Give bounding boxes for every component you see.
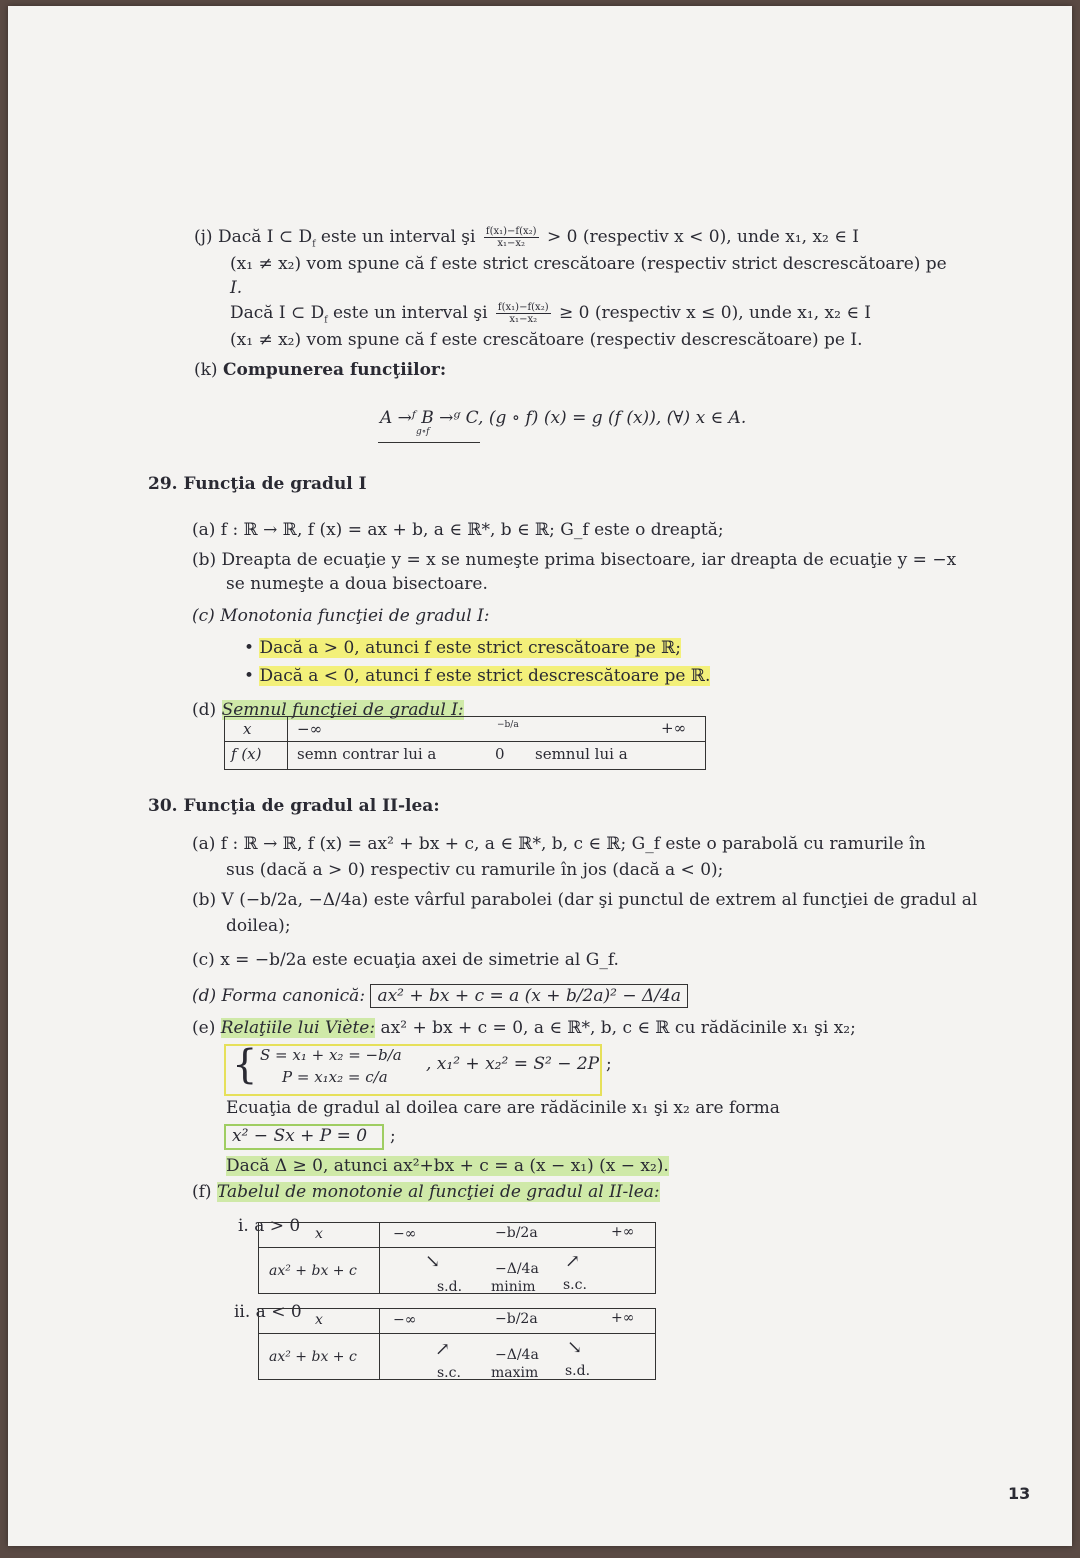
- k-formula: A →ᶠ B →ᵍ C, (g ∘ f) (x) = g (f (x)), (∀) x ∈ A.: [380, 408, 747, 428]
- j-line-2: (x₁ ≠ x₂) vom spune că f este strict crescătoare (respectiv strict descrescătoare) pe: [230, 254, 947, 274]
- case-a-negative: ii. a < 0: [234, 1302, 302, 1322]
- s30-d: (d) Forma canonică: ax² + bx + c = a (x + b/2a)² − Δ/4a: [192, 986, 688, 1006]
- s29-c: (c) Monotonia funcţiei de gradul I:: [192, 606, 490, 626]
- s29-b-line2: se numeşte a doua bisectoare.: [226, 574, 488, 594]
- page-number: 13: [1008, 1484, 1031, 1503]
- document-page: (j) Dacă I ⊂ $D_f$ este un interval şi $\frac{\text{f(x₁)−f(x₂)}}{\text{x₁−x₂}}$ > 0 (respectiv x < 0), unde x₁, x₂ ∈ I (x₁ ≠ x₂) vom spune că f este strict crescătoare (respectiv strict descrescătoare) pe I. Dacă I ⊂ $D_f$ este un interval şi $\frac{\text{f(x₁)−f(x₂)}}{\text{x₁−x₂}}$ ≥ 0 (respectiv x ≤ 0), unde x₁, x₂ ∈ I (x₁ ≠ x₂) vom spune că f este crescătoare (respectiv descrescătoare) pe I. (k) Compunerea funcţiilor: A →ᶠ B →ᵍ C, (g ∘ f) (x) = g (f (x)), (∀) x ∈ A. g∘f 29. Funcţia de gradul I (a) f : ℝ → ℝ, f (x) = ax + b, a ∈ ℝ*, b ∈ ℝ; G_f este o dreaptă; (b) Dreapta de ecuaţie y = x se numeşte prima bisectoare, iar dreapta de ecuaţie y = −x se numeşte a doua bisectoare. (c) Monotonia funcţiei de gradul I: • Dacă a > 0, atunci f este strict crescătoare pe ℝ; • Dacă a < 0, atunci f este strict descrescătoare pe ℝ. (d) Semnul funcţiei de gradul I: x −∞ −b/a +∞ f (x) semn contrar lui a 0 semnul lui a 30. Funcţia de gradul al II-lea: (a) f : ℝ → ℝ, f (x) = ax² + bx + c, a ∈ ℝ*, b, c ∈ ℝ; G_f este o parabolă cu ramurile în sus (dacă a > 0) respectiv cu ramurile în jos (dacă a < 0); (b) V (−b/2a, −Δ/4a) este vârful parabolei (dar şi punctul de extrem al funcţiei de gradul al doilea); (c) x = −b/2a este ecuaţia axei de simetrie al G_f. (d) Forma canonică: ax² + bx + c = a (x + b/2a)² − Δ/4a (e) Relaţiile lui Viète: ax² + bx + c = 0, a ∈ ℝ*, b, c ∈ ℝ cu rădăcinile x₁ şi x₂; { S = x₁ + x₂ = −b/a P = x₁x₂ = c/a , x₁² + x₂² = S² − 2P ; Ecuaţia de gradul al doilea care are rădăcinile x₁ şi x₂ are forma x² − Sx + P = 0 ; Dacă Δ ≥ 0, atunci ax²+bx + c = a (x − x₁) (x − x₂). (f) Tabelul de monotonie al funcţiei de gradul al II-lea: i. a > 0 x ax² + bx + c −∞ −b/2a +∞ ↘ s.d. −Δ/4a minim ↗ s.c. ii. a < 0 x ax² + bx + c −∞ −b/2a +∞ ↗ s.c. −Δ/4a maxim ↘ s.d. 13: [8, 6, 1072, 1546]
- viete-squares: , x₁² + x₂² = S² − 2P: [426, 1054, 600, 1074]
- increasing-arrow: ↗: [435, 1339, 451, 1360]
- s30-c: (c) x = −b/2a este ecuaţia axei de simetrie al G_f.: [192, 950, 619, 970]
- j-line-1: (j) Dacă I ⊂ $D_f$ este un interval şi $\frac{\text{f(x₁)−f(x₂)}}{\text{x₁−x₂}}$ > 0 (respectiv x < 0), unde x₁, x₂ ∈ I: [194, 226, 859, 250]
- s30-b-line2: doilea);: [226, 916, 291, 936]
- k-heading: (k) Compunerea funcţiilor:: [194, 360, 447, 380]
- j-fraction: $\frac{\text{f(x₁)−f(x₂)}}{\text{x₁−x₂}}$: [485, 226, 537, 249]
- factored-form: Dacă Δ ≥ 0, atunci ax²+bx + c = a (x − x₁) (x − x₂).: [226, 1156, 669, 1176]
- quadratic-form-text: Ecuaţia de gradul al doilea care are rădăcinile x₁ şi x₂ are forma: [226, 1098, 780, 1118]
- gof-label: g∘f: [416, 427, 430, 437]
- s30-f: (f) Tabelul de monotonie al funcţiei de gradul al II-lea:: [192, 1182, 660, 1202]
- viete-product: P = x₁x₂ = c/a: [282, 1068, 388, 1086]
- s30-e: (e) Relaţiile lui Viète: ax² + bx + c = 0, a ∈ ℝ*, b, c ∈ ℝ cu rădăcinile x₁ şi x₂;: [192, 1018, 856, 1038]
- s30-a-line1: (a) f : ℝ → ℝ, f (x) = ax² + bx + c, a ∈ ℝ*, b, c ∈ ℝ; G_f este o parabolă cu ramurile în: [192, 834, 926, 854]
- gof-arrow: [378, 442, 480, 443]
- decreasing-arrow: ↘: [425, 1251, 441, 1272]
- monotony-table-a-positive: x ax² + bx + c −∞ −b/2a +∞ ↘ s.d. −Δ/4a minim ↗ s.c.: [258, 1222, 656, 1294]
- s29-b-line1: (b) Dreapta de ecuaţie y = x se numeşte prima bisectoare, iar dreapta de ecuaţie y = −x: [192, 550, 957, 570]
- bullet-increasing: • Dacă a > 0, atunci f este strict crescătoare pe ℝ;: [244, 638, 682, 658]
- j-line-5: (x₁ ≠ x₂) vom spune că f este crescătoare (respectiv descrescătoare) pe I.: [230, 330, 863, 350]
- viete-brace: {: [232, 1042, 258, 1088]
- viete-sum: S = x₁ + x₂ = −b/a: [260, 1046, 402, 1064]
- monotony-table-a-negative: x ax² + bx + c −∞ −b/2a +∞ ↗ s.c. −Δ/4a maxim ↘ s.d.: [258, 1308, 656, 1380]
- j-line-3: I.: [230, 278, 243, 298]
- bullet-decreasing: • Dacă a < 0, atunci f este strict descrescătoare pe ℝ.: [244, 666, 711, 686]
- increasing-arrow: ↗: [565, 1251, 581, 1272]
- j-line-4: Dacă I ⊂ $D_f$ este un interval şi $\frac{\text{f(x₁)−f(x₂)}}{\text{x₁−x₂}}$ ≥ 0 (respectiv x ≤ 0), unde x₁, x₂ ∈ I: [230, 302, 872, 326]
- section-29-title: 29. Funcţia de gradul I: [148, 474, 367, 494]
- section-30-title: 30. Funcţia de gradul al II-lea:: [148, 796, 440, 816]
- s29-d: (d) Semnul funcţiei de gradul I:: [192, 700, 464, 720]
- case-a-positive: i. a > 0: [238, 1216, 301, 1236]
- sign-table: x −∞ −b/a +∞ f (x) semn contrar lui a 0 semnul lui a: [224, 716, 706, 770]
- s30-a-line2: sus (dacă a > 0) respectiv cu ramurile în jos (dacă a < 0);: [226, 860, 724, 880]
- canonical-form-box: ax² + bx + c = a (x + b/2a)² − Δ/4a: [370, 984, 688, 1008]
- s29-a: (a) f : ℝ → ℝ, f (x) = ax + b, a ∈ ℝ*, b ∈ ℝ; G_f este o dreaptă;: [192, 520, 724, 540]
- s30-b-line1: (b) V (−b/2a, −Δ/4a) este vârful parabolei (dar şi punctul de extrem al funcţiei de gradul al: [192, 890, 978, 910]
- decreasing-arrow: ↘: [567, 1337, 583, 1358]
